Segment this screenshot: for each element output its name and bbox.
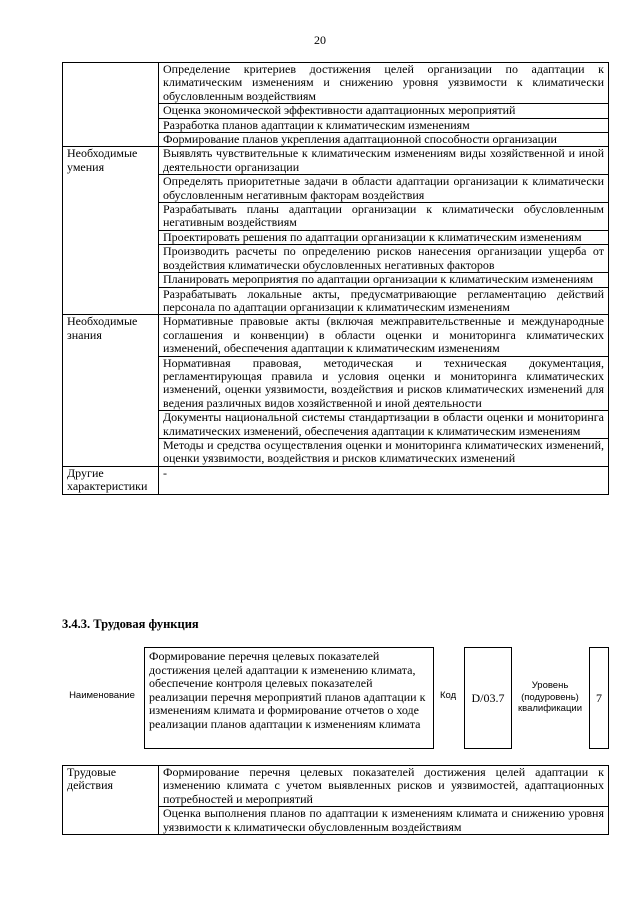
table-row	[63, 466, 609, 494]
level-value: 7	[596, 690, 602, 705]
competency-table	[62, 62, 609, 495]
page-number: 20	[314, 33, 326, 47]
table-cell: Проектировать решения по адаптации организации к климатическим изменениям	[159, 230, 609, 244]
table-cell: Разработка планов адаптации к климатическим изменениям	[159, 118, 609, 132]
row-label-skills: Необходимые умения	[63, 147, 159, 315]
row-label-knowledge: Необходимые знания	[63, 315, 159, 466]
table-row	[63, 147, 609, 175]
table-row	[63, 63, 609, 104]
table-row	[63, 766, 609, 807]
actions-table	[62, 765, 609, 835]
code-box	[464, 647, 512, 749]
row-label-actions: Трудовые действия	[63, 766, 159, 835]
table-cell: Формирование планов укрепления адаптационной способности организации	[159, 133, 609, 147]
table-cell: Производить расчеты по определению рисков нанесения организации ущерба от воздействия климатически обусловленных негативных факторов	[159, 245, 609, 273]
name-label: Наименование	[69, 690, 135, 701]
table-cell: Нормативные правовые акты (включая межправительственные и международные соглашения и конвенции) в области оценки и мониторинга климатических изменений, обеспечения адаптации к климатическим изменениям	[159, 315, 609, 356]
table-cell: Разрабатывать планы адаптации организации к климатически обусловленным негативным воздействиям	[159, 203, 609, 231]
table-cell: Оценка выполнения планов по адаптации к изменениям климата и снижению уровня уязвимости к климатически обусловленным воздействиям	[159, 807, 609, 835]
table-cell: Документы национальной системы стандартизации в области оценки и мониторинга климатических изменений, обеспечения адаптации к климатическим изменениям	[159, 411, 609, 439]
table-cell: -	[159, 466, 609, 494]
level-box	[589, 647, 609, 749]
section-title: 3.4.3. Трудовая функция	[62, 617, 199, 631]
row-label	[63, 63, 159, 147]
function-name-box: Формирование перечня целевых показателей достижения целей адаптации к изменению климата, обеспечение контроля целевых показателей реализации перечня мероприятий планов адаптации к изменениям климата и формирование отчетов о ходе реализации планов адаптации к изменениям климата	[144, 647, 434, 749]
table-cell: Выявлять чувствительные к климатическим изменениям виды хозяйственной и иной деятельности организации	[159, 147, 609, 175]
code-value: D/03.7	[471, 690, 505, 705]
level-label: Уровень (подуровень) квалификации	[517, 680, 583, 714]
table-cell: Оценка экономической эффективности адаптационных мероприятий	[159, 104, 609, 118]
row-label-other: Другие характеристики	[63, 466, 159, 494]
table-cell: Разрабатывать локальные акты, предусматривающие регламентацию действий персонала по адаптации организации к климатическим изменениям	[159, 287, 609, 315]
table-row	[63, 315, 609, 356]
table-cell: Планировать мероприятия по адаптации организации к климатическим изменениям	[159, 273, 609, 287]
table-cell: Определять приоритетные задачи в области адаптации организации к климатически обусловленным негативным факторам воздействия	[159, 175, 609, 203]
table-cell: Методы и средства осуществления оценки и мониторинга климатических изменений, оценки уязвимости, воздействия и рисков климатических изменений	[159, 438, 609, 466]
table-cell: Определение критериев достижения целей организации по адаптации к климатическим изменениям и снижению уровня уязвимости к климатически обусловленным воздействиям	[159, 63, 609, 104]
code-label: Код	[440, 690, 457, 701]
table-cell: Нормативная правовая, методическая и техническая документация, регламентирующая правила и условия оценки и мониторинга климатических изменений, оценки уязвимости, воздействия и рисков климатических изменений для ведения различных видов хозяйственной и иной деятельности	[159, 356, 609, 411]
table-cell: Формирование перечня целевых показателей достижения целей адаптации к изменению климата с учетом выявленных рисков и уязвимостей, адаптационных потребностей и мероприятий	[159, 766, 609, 807]
